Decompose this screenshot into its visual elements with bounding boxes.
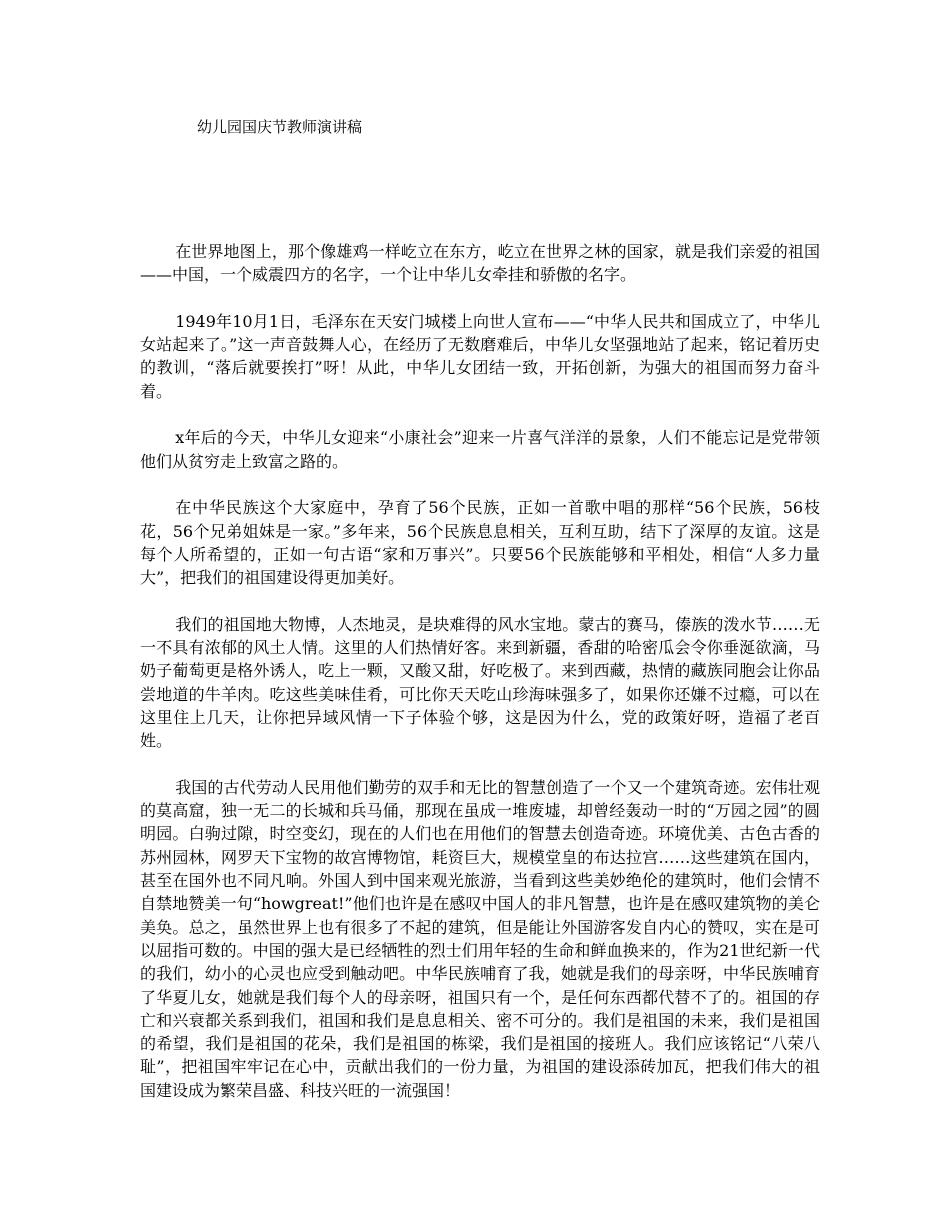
paragraph: x年后的今天，中华儿女迎来“小康社会”迎来一片喜气洋洋的景象，人们不能忘记是党带领他们从贫穷走上致富之路的。 — [140, 428, 820, 471]
paragraph: 我国的古代劳动人民用他们勤劳的双手和无比的智慧创造了一个又一个建筑奇迹。宏伟壮观的莫高窟，独一无二的长城和兵马俑，那现在虽成一堆废墟，却曾经轰动一时的“万园之园”的圆明园。白驹过隙，时空变幻，现在的人们也在用他们的智慧去创造奇迹。环境优美、古色古香的苏州园林，网罗天下宝物的故宫博物馆，耗资巨大，规模堂皇的布达拉宫……这些建筑在国内，甚至在国外也不同凡响。外国人到中国来观光旅游，当看到这些美妙绝伦的建筑时，他们会情不自禁地赞美一句“howgreat!”他们也许是在感叹中国人的非凡智慧，也许是在感叹建筑物的美仑美奂。总之，虽然世界上也有很多了不起的建筑，但是能让外国游客发自内心的赞叹，实在是可以屈指可数的。中国的强大是已经牺牲的烈士们用年轻的生命和鲜血换来的，作为21世纪新一代的我们，幼小的心灵也应受到触动吧。中华民族哺育了我，她就是我们的母亲呀，中华民族哺育了华夏儿女，她就是我们每个人的母亲呀，祖国只有一个，是任何东西都代替不了的。祖国的存亡和兴衰都关系到我们，祖国和我们是息息相关、密不可分的。我们是祖国的未来，我们是祖国的希望，我们是祖国的花朵，我们是祖国的栋梁，我们是祖国的接班人。我们应该铭记“八荣八耻”，把祖国牢牢记在心中，贡献出我们的一份力量，为祖国的建设添砖加瓦，把我们伟大的祖国建设成为繁荣昌盛、科技兴旺的一流强国！ — [140, 777, 820, 1100]
paragraph: 1949年10月1日，毛泽东在天安门城楼上向世人宣布——“中华人民共和国成立了，中华儿女站起来了。”这一声音鼓舞人心，在经历了无数磨难后，中华儿女坚强地站了起来，铭记着历史的教训，“落后就要挨打”呀！从此，中华儿女团结一致，开拓创新，为强大的祖国而努力奋斗着。 — [140, 311, 820, 401]
paragraph: 我们的祖国地大物博，人杰地灵，是块难得的风水宝地。蒙古的赛马，傣族的泼水节……无一不具有浓郁的风土人情。这里的人们热情好客。来到新疆，香甜的哈密瓜会令你垂涎欲滴，马奶子葡萄更是格外诱人，吃上一颗，又酸又甜，好吃极了。来到西藏，热情的藏族同胞会让你品尝地道的牛羊肉。吃这些美味佳肴，可比你天天吃山珍海味强多了，如果你还嫌不过瘾，可以在这里住上几天，让你把异域风情一下子体验个够，这是因为什么，党的政策好呀，造福了老百姓。 — [140, 614, 820, 751]
paragraph: 在世界地图上，那个像雄鸡一样屹立在东方，屹立在世界之林的国家，就是我们亲爱的祖国——中国，一个威震四方的名字，一个让中华儿女牵挂和骄傲的名字。 — [140, 242, 820, 285]
paragraph: 在中华民族这个大家庭中，孕育了56个民族，正如一首歌中唱的那样“56个民族，56枝花，56个兄弟姐妹是一家。”多年来，56个民族息息相关，互利互助，结下了深厚的友谊。这是每个人所希望的，正如一句古语“家和万事兴”。只要56个民族能够和平相处，相信“人多力量大”，把我们的祖国建设得更加美好。 — [140, 498, 820, 588]
document-title: 幼儿园国庆节教师演讲稿 — [197, 118, 363, 136]
document-body — [140, 240, 820, 1102]
